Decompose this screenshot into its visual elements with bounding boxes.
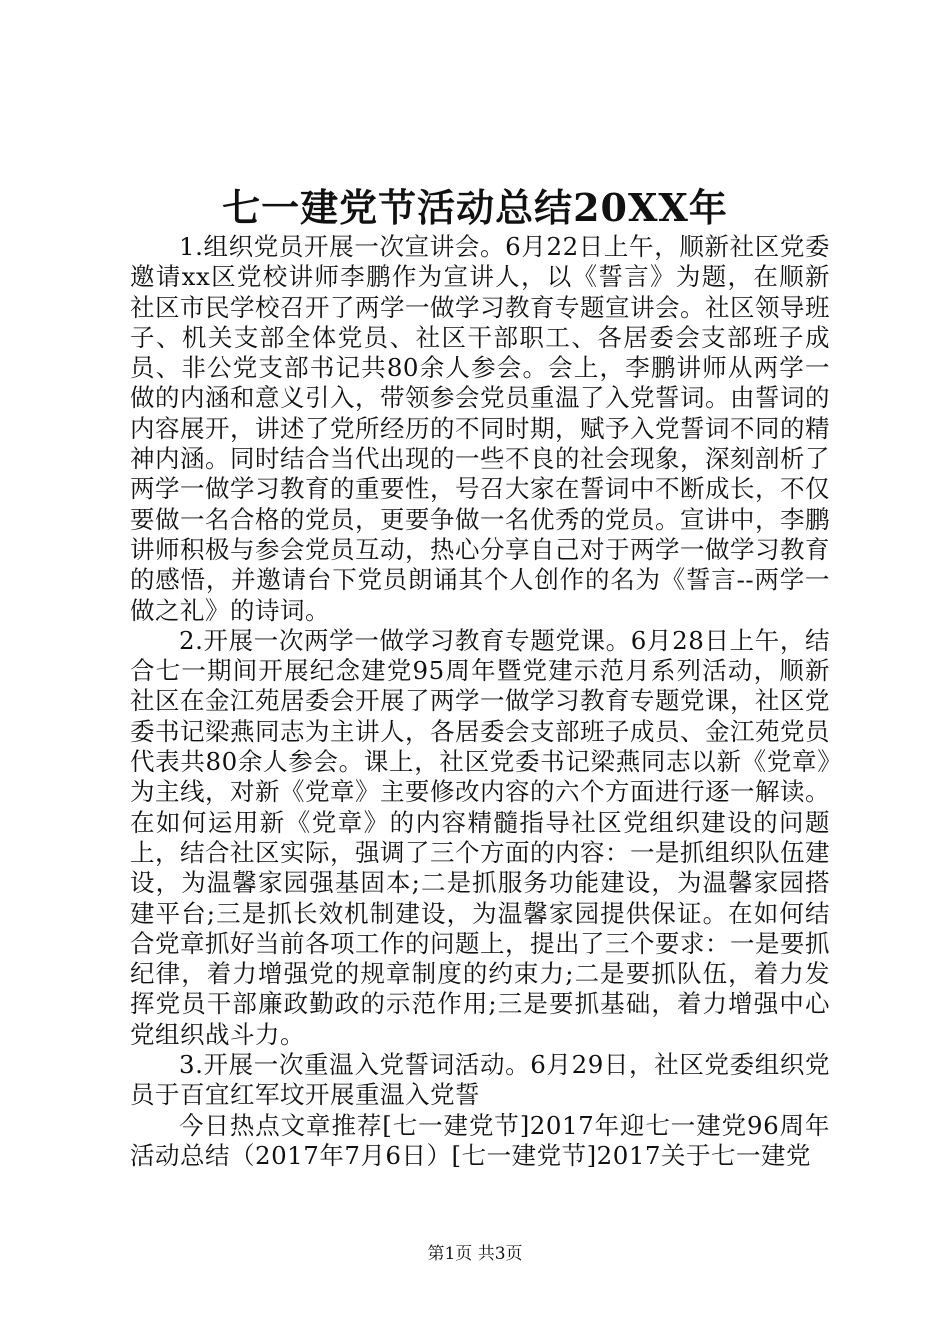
- document-body: [130, 232, 830, 1171]
- paragraph-2: 2.开展一次两学一做学习教育专题党课。6月28日上午，结合七一期间开展纪念建党95周年暨党建示范月系列活动，顺新社区在金江苑居委会开展了两学一做学习教育专题党课，社区党委书记梁燕同志为主讲人，各居委会支部班子成员、金江苑党员代表共80余人参会。课上，社区党委书记梁燕同志以新《党章》为主线，对新《党章》主要修改内容的六个方面进行逐一解读。在如何运用新《党章》的内容精髓指导社区党组织建设的问题上，结合社区实际，强调了三个方面的内容：一是抓组织队伍建设，为温馨家园强基固本;二是抓服务功能建设，为温馨家园搭建平台;三是抓长效机制建设，为温馨家园提供保证。在如何结合党章抓好当前各项工作的问题上，提出了三个要求：一是要抓纪律，着力增强党的规章制度的约束力;二是要抓队伍，着力发挥党员干部廉政勤政的示范作用;三是要抓基础，着力增强中心党组织战斗力。: [130, 625, 830, 1049]
- page-footer: 第1页 共3页: [427, 1244, 523, 1264]
- paragraph-1: 1.组织党员开展一次宣讲会。6月22日上午，顺新社区党委邀请xx区党校讲师李鹏作为宣讲人，以《誓言》为题，在顺新社区市民学校召开了两学一做学习教育专题宣讲会。社区领导班子、机关支部全体党员、社区干部职工、各居委会支部班子成员、非公党支部书记共80余人参会。会上，李鹏讲师从两学一做的内涵和意义引入，带领参会党员重温了入党誓词。由誓词的内容展开，讲述了党所经历的不同时期，赋予入党誓词不同的精神内涵。同时结合当代出现的一些不良的社会现象，深刻剖析了两学一做学习教育的重要性，号召大家在誓词中不断成长，不仅要做一名合格的党员，更要争做一名优秀的党员。宣讲中，李鹏讲师积极与参会党员互动，热心分享自己对于两学一做学习教育的感悟，并邀请台下党员朗诵其个人创作的名为《誓言--两学一做之礼》的诗词。: [130, 232, 830, 625]
- paragraph-3: 3.开展一次重温入党誓词活动。6月29日，社区党委组织党员于百宜红军坟开展重温入党誓: [130, 1050, 830, 1110]
- paragraph-4: 今日热点文章推荐[七一建党节]2017年迎七一建党96周年活动总结（2017年7月6日）[七一建党节]2017关于七一建党: [130, 1110, 830, 1170]
- document-title: 七一建党节活动总结20XX年: [222, 185, 728, 230]
